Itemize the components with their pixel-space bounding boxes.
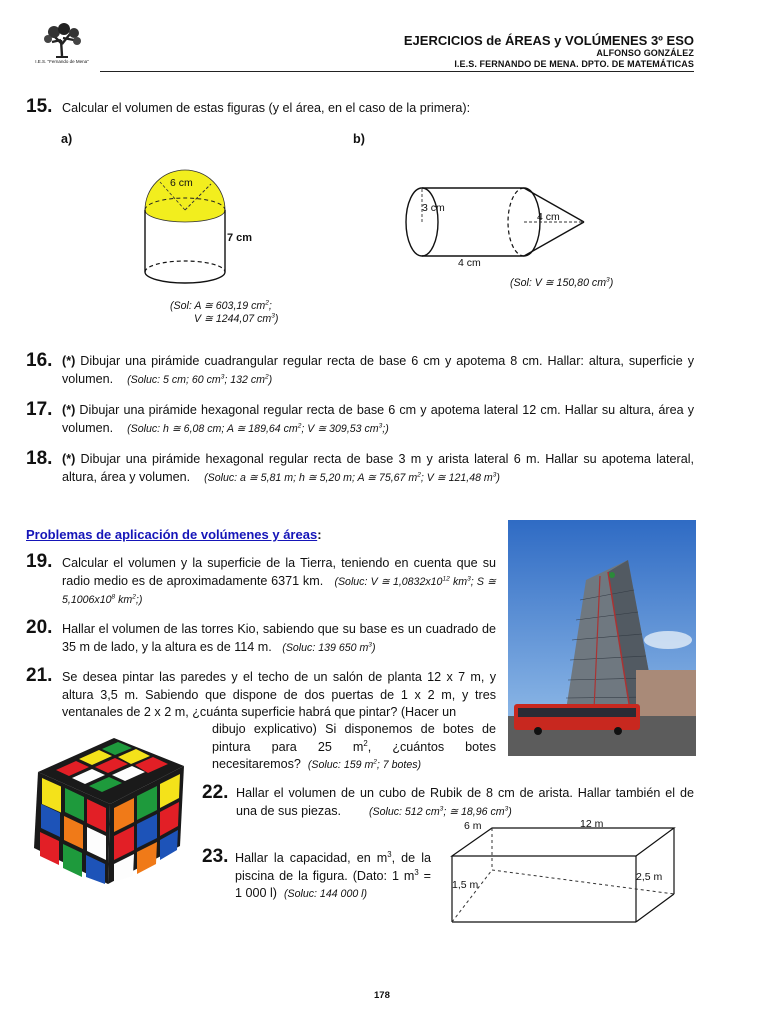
exercise-20-text: Hallar el volumen de las torres Kio, sabiendo que su base es un cuadrado de 35 m de lado, y la altura es de 114 m. (Soluc: 139 650 $m^3$) (62, 622, 496, 654)
label-cone-4cm: 4 cm (537, 211, 560, 223)
exercise-23-number: 23. (202, 846, 229, 867)
label-radius-3cm: 3 cm (422, 202, 445, 214)
exercise-20-number: 20. (26, 617, 53, 638)
section-heading: Problemas de aplicación de volúmenes y áreas: (26, 527, 322, 542)
page-number: 178 (374, 990, 390, 1001)
label-radius-6cm: 6 cm (170, 177, 193, 189)
rubik-cube-image (28, 730, 188, 893)
exercise-22-text-1: Hallar el volumen de un cubo de Rubik de 8 cm de arista. Hallar también el de una de sus piezas. (236, 786, 694, 818)
cylinder-cone-figure (400, 182, 590, 264)
exercise-16-text: (*) Dibujar una pirámide cuadrangular regular recta de base 6 cm y apotema 8 cm. Hallar: altura, superficie y volumen. (Soluc: 5 cm; 60 $cm^3$; 132 $cm^2$) (62, 354, 694, 386)
exercise-21-text-1: Se desea pintar las paredes y el techo de un salón de planta 12 x 7 m, y altura 3,5 m. Sabiendo que dispone de dos puertas de 1 x 2 m, y tres ventanales de 2 x 2 m, ¿cuánta superficie habrá que pintar? (Hacer un (62, 670, 496, 719)
exercise-15-label-b: b) (353, 132, 365, 146)
exercise-15b-solution: (Sol: V ≅ 150,80 $cm^3$) (510, 276, 614, 289)
school-department: I.E.S. FERNANDO DE MENA. DPTO. DE MATEMÁTICAS (454, 59, 694, 69)
exercise-17-number: 17. (26, 399, 53, 420)
exercise-15a-solution-volume: V ≅ 1244,07 $cm^3$) (194, 312, 279, 325)
exercise-15-number: 15. (26, 96, 53, 117)
exercise-21-number: 21. (26, 665, 53, 686)
exercise-17-text: (*) Dibujar una pirámide hexagonal regular recta de base 6 cm y apotema lateral 12 cm. Hallar su altura, área y volumen. (Soluc: h ≅ 6,08 cm; A ≅ 189,64 $cm^2$; V ≅ 309,53 $cm^3$;) (62, 403, 694, 435)
label-pool-shallow: 1,5 m (452, 879, 479, 891)
exercise-15a-solution-area: (Sol: A ≅ 603,19 $cm^2$; (170, 299, 272, 312)
exercise-21-text-2: dibujo explicativo) Si disponemos de botes de pintura para 25 $m^2$, ¿cuántos botes necesitaremos? (Soluc: 159 $m^2$; 7 botes) (212, 722, 496, 771)
header-rule (100, 71, 694, 72)
document-title: EJERCICIOS de ÁREAS y VOLÚMENES 3º ESO (403, 33, 694, 48)
exercise-18-text: (*) Dibujar una pirámide hexagonal regular recta de base 3 m y arista lateral 6 m. Hallar su apotema lateral, altura, área y volumen. (Soluc: a ≅ 5,81 m; h ≅ 5,20 m; A ≅ 75,67 $m^2$; V ≅ 121,48 $m^3$) (62, 452, 694, 484)
label-pool-width: 6 m (464, 820, 482, 832)
label-pool-length: 12 m (580, 818, 604, 830)
section-title-link[interactable]: Problemas de aplicación de volúmenes y áreas (26, 527, 318, 542)
label-length-4cm: 4 cm (458, 257, 481, 269)
kio-towers-photo (508, 520, 696, 756)
exercise-19-text: Calcular el volumen y la superficie de la Tierra, teniendo en cuenta que su radio medio es de aproximadamente 6371 km. (Soluc: V ≅ $1,0832x10^{12}$ $km^3$; S ≅ $5,1006x10^8$ $km^2$;) (62, 556, 497, 606)
exercise-18-number: 18. (26, 448, 53, 469)
logo-text: I.E.S. "Fernando de Mena" (35, 59, 89, 64)
exercise-23-text: Hallar la capacidad, en $m^3$, de la piscina de la figura. (Dato: 1 $m^3 = 1$ 000 l) (Soluc: 144 000 l) (235, 849, 432, 900)
exercise-22-solution: (Soluc: 512 $cm^3$; ≅ 18,96 $cm^3$) (369, 805, 512, 818)
label-height-7cm: 7 cm (227, 232, 253, 244)
exercise-15-label-a: a) (61, 132, 73, 146)
exercise-22-number: 22. (202, 782, 229, 803)
hemisphere-cylinder-figure (138, 164, 260, 294)
exercise-15-text: Calcular el volumen de estas figuras (y el área, en el caso de la primera): (62, 101, 471, 115)
exercise-19-number: 19. (26, 551, 53, 572)
author-name: ALFONSO GONZÁLEZ (596, 48, 694, 58)
exercise-16-number: 16. (26, 350, 53, 371)
label-pool-deep: 2,5 m (636, 871, 663, 883)
